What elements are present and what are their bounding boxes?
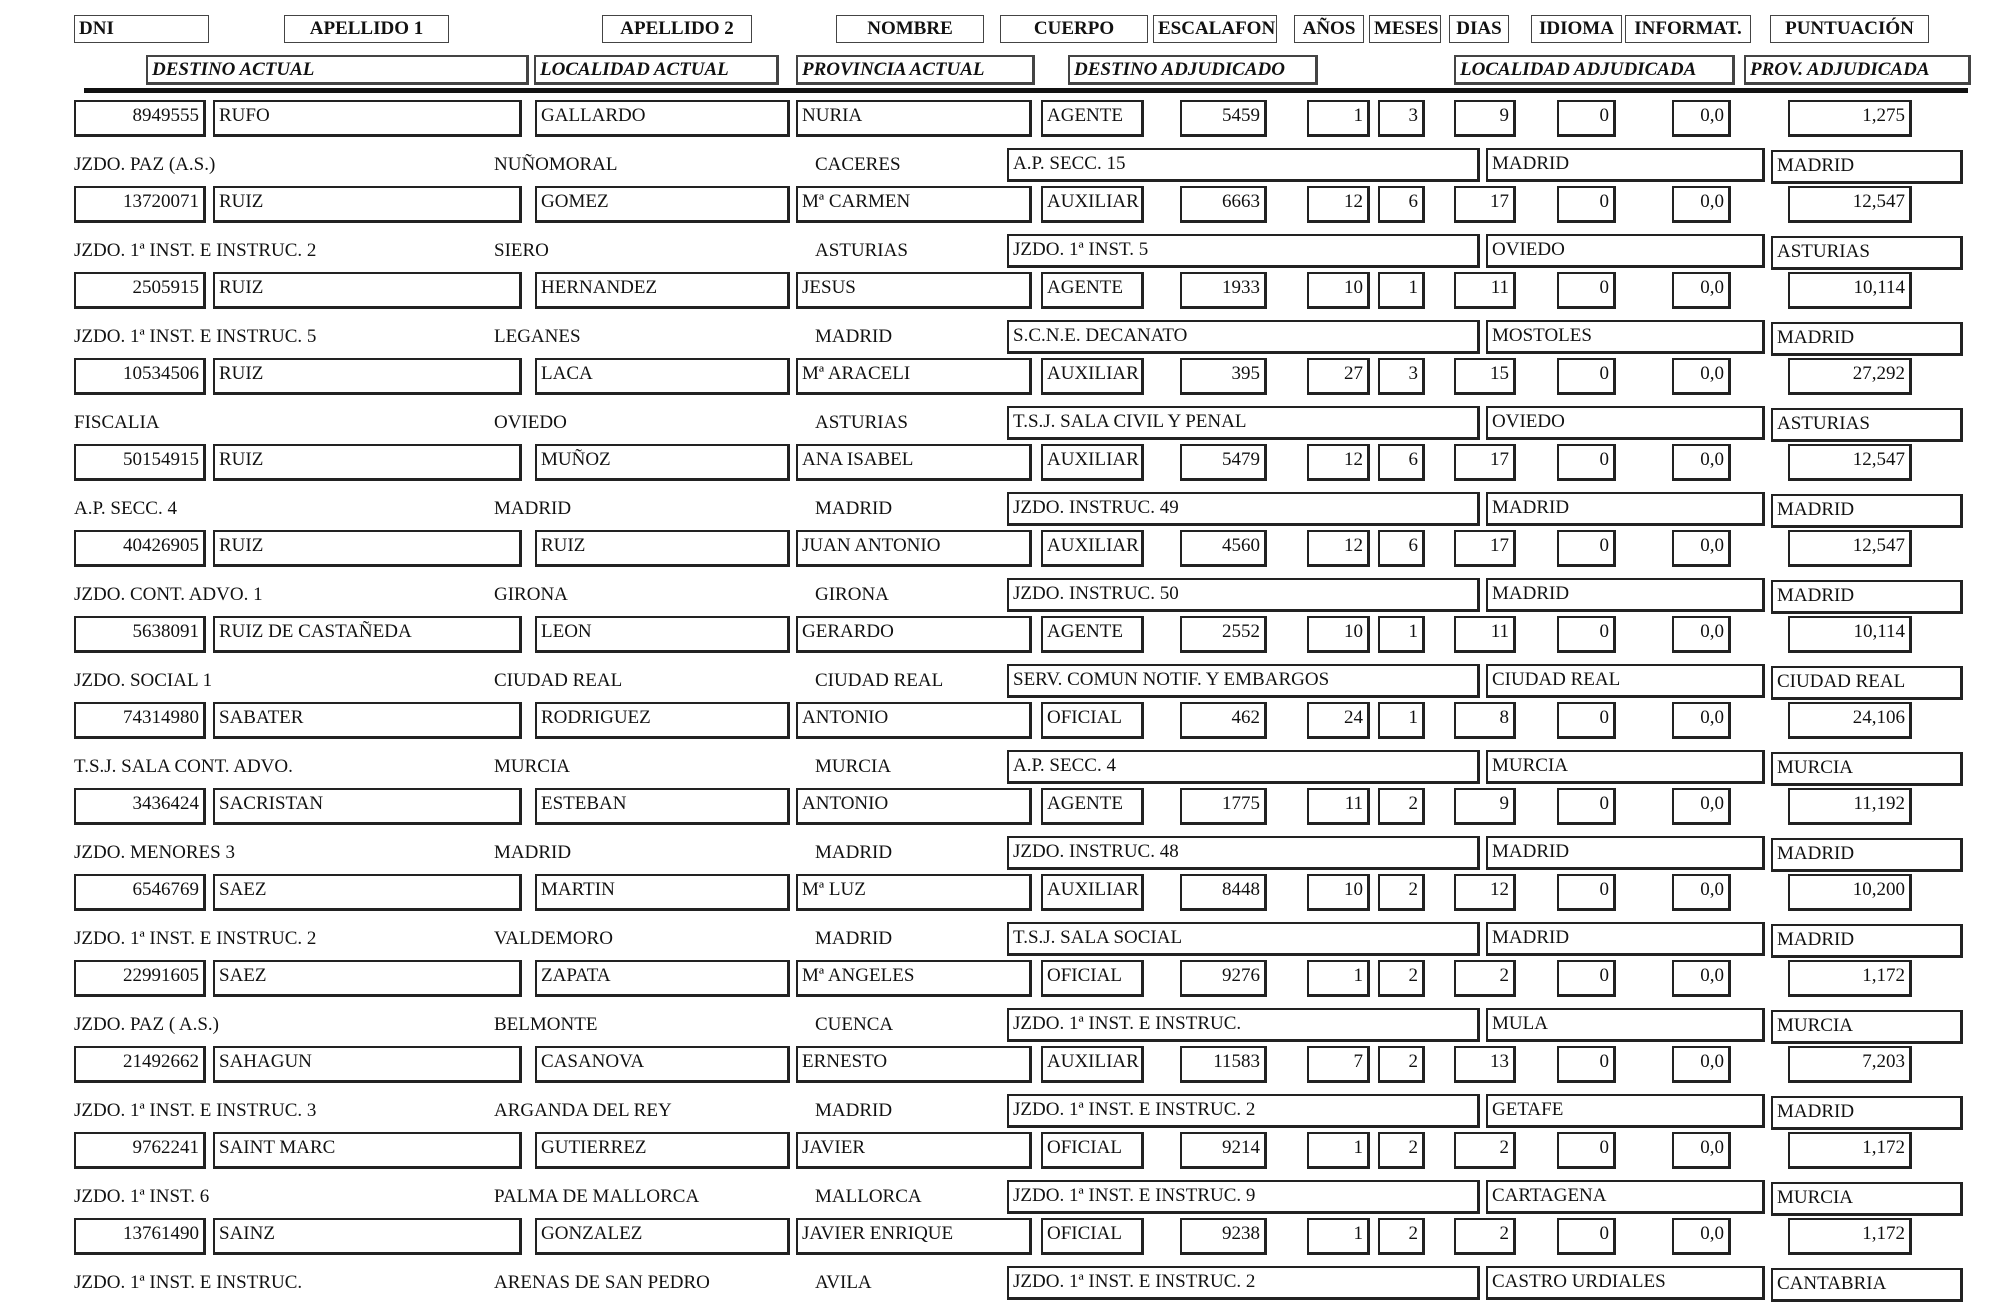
cell-dni: 22991605 xyxy=(74,960,206,997)
cell-apellido-1: RUIZ xyxy=(213,186,522,223)
prov-adjudicada: ASTURIAS xyxy=(1771,408,1963,442)
header-apellido1: APELLIDO 1 xyxy=(284,15,449,43)
cell-cuerpo: OFICIAL xyxy=(1041,960,1144,997)
header-cuerpo: CUERPO xyxy=(1000,15,1148,43)
cell-idioma: 0 xyxy=(1557,960,1616,997)
destino-adjudicado: JZDO. 1ª INST. E INSTRUC. 9 xyxy=(1007,1180,1480,1214)
localidad-adjudicada: GETAFE xyxy=(1486,1094,1765,1128)
cell-idioma: 0 xyxy=(1557,702,1616,739)
localidad-adjudicada: MADRID xyxy=(1486,492,1765,526)
cell-puntuacion: 12,547 xyxy=(1788,186,1912,223)
cell-apellido-1: SAEZ xyxy=(213,960,522,997)
destino-adjudicado: JZDO. INSTRUC. 50 xyxy=(1007,578,1480,612)
provincia-actual: AVILA xyxy=(815,1272,872,1293)
destino-adjudicado: T.S.J. SALA SOCIAL xyxy=(1007,922,1480,956)
cell-cuerpo: AGENTE xyxy=(1041,100,1144,137)
cell-idioma: 0 xyxy=(1557,788,1616,825)
destino-adjudicado: A.P. SECC. 4 xyxy=(1007,750,1480,784)
cell-meses: 3 xyxy=(1378,358,1425,395)
cell-apellido-1: SABATER xyxy=(213,702,522,739)
header-puntuacion: PUNTUACIÓN xyxy=(1770,15,1929,43)
cell-cuerpo: AGENTE xyxy=(1041,616,1144,653)
cell-meses: 6 xyxy=(1378,444,1425,481)
cell-escalafon: 1933 xyxy=(1180,272,1267,309)
cell-nombre: GERARDO xyxy=(796,616,1032,653)
cell-informat: 0,0 xyxy=(1672,186,1731,223)
cell-meses: 1 xyxy=(1378,272,1425,309)
header-destino-adjudicado: DESTINO ADJUDICADO xyxy=(1068,55,1318,85)
cell-apellido-1: SACRISTAN xyxy=(213,788,522,825)
provincia-actual: MADRID xyxy=(815,326,893,347)
destino-adjudicado: JZDO. 1ª INST. 5 xyxy=(1007,234,1480,268)
cell-dni: 5638091 xyxy=(74,616,206,653)
header-dni: DNI xyxy=(74,15,209,43)
localidad-adjudicada: MADRID xyxy=(1486,578,1765,612)
destino-actual: JZDO. 1ª INST. E INSTRUC. 5 xyxy=(74,326,317,347)
cell-cuerpo: OFICIAL xyxy=(1041,702,1144,739)
cell-puntuacion: 11,192 xyxy=(1788,788,1912,825)
cell-nombre: ERNESTO xyxy=(796,1046,1032,1083)
cell-apellido-2: MUÑOZ xyxy=(535,444,790,481)
provincia-actual: GIRONA xyxy=(815,584,889,605)
cell-nombre: NURIA xyxy=(796,100,1032,137)
cell-informat: 0,0 xyxy=(1672,358,1731,395)
cell-escalafon: 5459 xyxy=(1180,100,1267,137)
cell-apellido-1: RUFO xyxy=(213,100,522,137)
cell-cuerpo: AUXILIAR xyxy=(1041,186,1144,223)
cell-dni: 9762241 xyxy=(74,1132,206,1169)
provincia-actual: CACERES xyxy=(815,154,901,175)
cell-cuerpo: AGENTE xyxy=(1041,788,1144,825)
cell-dni: 3436424 xyxy=(74,788,206,825)
localidad-adjudicada: MADRID xyxy=(1486,148,1765,182)
destino-adjudicado: A.P. SECC. 15 xyxy=(1007,148,1480,182)
cell-meses: 2 xyxy=(1378,874,1425,911)
header-informat: INFORMAT. xyxy=(1625,15,1751,43)
cell-nombre: Mª LUZ xyxy=(796,874,1032,911)
cell-anos: 1 xyxy=(1307,100,1370,137)
prov-adjudicada: MURCIA xyxy=(1771,1010,1963,1044)
cell-dias: 8 xyxy=(1454,702,1516,739)
cell-apellido-2: MARTIN xyxy=(535,874,790,911)
cell-puntuacion: 10,114 xyxy=(1788,616,1912,653)
provincia-actual: MADRID xyxy=(815,1100,893,1121)
cell-dias: 11 xyxy=(1454,616,1516,653)
cell-apellido-1: RUIZ xyxy=(213,272,522,309)
cell-anos: 10 xyxy=(1307,874,1370,911)
cell-escalafon: 9238 xyxy=(1180,1218,1267,1255)
cell-informat: 0,0 xyxy=(1672,702,1731,739)
destino-actual: JZDO. SOCIAL 1 xyxy=(74,670,213,691)
localidad-adjudicada: MOSTOLES xyxy=(1486,320,1765,354)
localidad-actual: CIUDAD REAL xyxy=(494,670,623,691)
cell-dni: 13720071 xyxy=(74,186,206,223)
cell-apellido-1: RUIZ DE CASTAÑEDA xyxy=(213,616,522,653)
cell-escalafon: 4560 xyxy=(1180,530,1267,567)
cell-nombre: JAVIER xyxy=(796,1132,1032,1169)
cell-anos: 1 xyxy=(1307,1132,1370,1169)
cell-idioma: 0 xyxy=(1557,874,1616,911)
cell-escalafon: 2552 xyxy=(1180,616,1267,653)
cell-anos: 12 xyxy=(1307,530,1370,567)
cell-nombre: Mª CARMEN xyxy=(796,186,1032,223)
cell-nombre: ANTONIO xyxy=(796,788,1032,825)
cell-idioma: 0 xyxy=(1557,186,1616,223)
header-localidad-adjudicada: LOCALIDAD ADJUDICADA xyxy=(1454,55,1735,85)
destino-actual: JZDO. 1ª INST. E INSTRUC. 3 xyxy=(74,1100,317,1121)
cell-meses: 2 xyxy=(1378,1132,1425,1169)
cell-escalafon: 462 xyxy=(1180,702,1267,739)
cell-meses: 3 xyxy=(1378,100,1425,137)
cell-dias: 15 xyxy=(1454,358,1516,395)
localidad-actual: PALMA DE MALLORCA xyxy=(494,1186,700,1207)
cell-escalafon: 8448 xyxy=(1180,874,1267,911)
localidad-adjudicada: CARTAGENA xyxy=(1486,1180,1765,1214)
cell-anos: 10 xyxy=(1307,272,1370,309)
cell-cuerpo: OFICIAL xyxy=(1041,1218,1144,1255)
cell-apellido-2: LEON xyxy=(535,616,790,653)
cell-informat: 0,0 xyxy=(1672,874,1731,911)
localidad-adjudicada: MADRID xyxy=(1486,836,1765,870)
destino-actual: A.P. SECC. 4 xyxy=(74,498,177,519)
cell-puntuacion: 12,547 xyxy=(1788,530,1912,567)
cell-meses: 2 xyxy=(1378,1046,1425,1083)
cell-informat: 0,0 xyxy=(1672,616,1731,653)
cell-dias: 12 xyxy=(1454,874,1516,911)
destino-actual: JZDO. 1ª INST. E INSTRUC. 2 xyxy=(74,928,317,949)
cell-puntuacion: 1,172 xyxy=(1788,1132,1912,1169)
cell-anos: 7 xyxy=(1307,1046,1370,1083)
cell-escalafon: 6663 xyxy=(1180,186,1267,223)
localidad-adjudicada: OVIEDO xyxy=(1486,406,1765,440)
cell-idioma: 0 xyxy=(1557,1132,1616,1169)
cell-puntuacion: 27,292 xyxy=(1788,358,1912,395)
cell-idioma: 0 xyxy=(1557,1218,1616,1255)
cell-idioma: 0 xyxy=(1557,444,1616,481)
destino-adjudicado: JZDO. 1ª INST. E INSTRUC. xyxy=(1007,1008,1480,1042)
cell-dni: 8949555 xyxy=(74,100,206,137)
cell-apellido-2: RODRIGUEZ xyxy=(535,702,790,739)
cell-informat: 0,0 xyxy=(1672,272,1731,309)
cell-escalafon: 11583 xyxy=(1180,1046,1267,1083)
cell-dni: 2505915 xyxy=(74,272,206,309)
cell-informat: 0,0 xyxy=(1672,444,1731,481)
header-apellido2: APELLIDO 2 xyxy=(602,15,752,43)
localidad-actual: ARGANDA DEL REY xyxy=(494,1100,672,1121)
cell-nombre: Mª ANGELES xyxy=(796,960,1032,997)
cell-dias: 2 xyxy=(1454,1218,1516,1255)
cell-meses: 2 xyxy=(1378,960,1425,997)
header-prov-adjudicada: PROV. ADJUDICADA xyxy=(1744,55,1971,85)
destino-actual: JZDO. PAZ ( A.S.) xyxy=(74,1014,219,1035)
cell-dias: 9 xyxy=(1454,100,1516,137)
cell-dias: 2 xyxy=(1454,960,1516,997)
localidad-adjudicada: OVIEDO xyxy=(1486,234,1765,268)
cell-nombre: JUAN ANTONIO xyxy=(796,530,1032,567)
cell-apellido-2: HERNANDEZ xyxy=(535,272,790,309)
header-nombre: NOMBRE xyxy=(836,15,984,43)
localidad-actual: OVIEDO xyxy=(494,412,567,433)
cell-cuerpo: AUXILIAR xyxy=(1041,1046,1144,1083)
cell-puntuacion: 10,114 xyxy=(1788,272,1912,309)
prov-adjudicada: MURCIA xyxy=(1771,1182,1963,1216)
cell-cuerpo: OFICIAL xyxy=(1041,1132,1144,1169)
provincia-actual: MADRID xyxy=(815,928,893,949)
localidad-actual: MADRID xyxy=(494,498,572,519)
destino-adjudicado: T.S.J. SALA CIVIL Y PENAL xyxy=(1007,406,1480,440)
cell-anos: 1 xyxy=(1307,1218,1370,1255)
localidad-actual: BELMONTE xyxy=(494,1014,598,1035)
destino-adjudicado: S.C.N.E. DECANATO xyxy=(1007,320,1480,354)
cell-informat: 0,0 xyxy=(1672,530,1731,567)
cell-escalafon: 9214 xyxy=(1180,1132,1267,1169)
destino-actual: JZDO. 1ª INST. E INSTRUC. xyxy=(74,1272,303,1293)
destino-adjudicado: JZDO. INSTRUC. 48 xyxy=(1007,836,1480,870)
cell-puntuacion: 24,106 xyxy=(1788,702,1912,739)
cell-apellido-2: GOMEZ xyxy=(535,186,790,223)
cell-idioma: 0 xyxy=(1557,358,1616,395)
localidad-adjudicada: CIUDAD REAL xyxy=(1486,664,1765,698)
cell-dni: 13761490 xyxy=(74,1218,206,1255)
localidad-actual: SIERO xyxy=(494,240,549,261)
cell-apellido-2: ZAPATA xyxy=(535,960,790,997)
cell-meses: 2 xyxy=(1378,1218,1425,1255)
cell-informat: 0,0 xyxy=(1672,1046,1731,1083)
destino-adjudicado: JZDO. 1ª INST. E INSTRUC. 2 xyxy=(1007,1266,1480,1300)
provincia-actual: ASTURIAS xyxy=(815,412,908,433)
cell-apellido-1: SAHAGUN xyxy=(213,1046,522,1083)
destino-actual: JZDO. PAZ (A.S.) xyxy=(74,154,216,175)
provincia-actual: MADRID xyxy=(815,842,893,863)
cell-apellido-1: SAINZ xyxy=(213,1218,522,1255)
cell-informat: 0,0 xyxy=(1672,1218,1731,1255)
localidad-actual: LEGANES xyxy=(494,326,581,347)
destino-actual: JZDO. CONT. ADVO. 1 xyxy=(74,584,263,605)
cell-dni: 40426905 xyxy=(74,530,206,567)
destino-adjudicado: SERV. COMUN NOTIF. Y EMBARGOS xyxy=(1007,664,1480,698)
destino-actual: FISCALIA xyxy=(74,412,160,433)
prov-adjudicada: MADRID xyxy=(1771,150,1963,184)
provincia-actual: MADRID xyxy=(815,498,893,519)
cell-escalafon: 395 xyxy=(1180,358,1267,395)
cell-escalafon: 9276 xyxy=(1180,960,1267,997)
cell-puntuacion: 1,172 xyxy=(1788,1218,1912,1255)
localidad-actual: NUÑOMORAL xyxy=(494,154,618,175)
localidad-adjudicada: MURCIA xyxy=(1486,750,1765,784)
header-divider xyxy=(84,88,1968,93)
provincia-actual: MURCIA xyxy=(815,756,892,777)
cell-apellido-1: RUIZ xyxy=(213,530,522,567)
cell-nombre: JESUS xyxy=(796,272,1032,309)
cell-anos: 27 xyxy=(1307,358,1370,395)
cell-idioma: 0 xyxy=(1557,1046,1616,1083)
prov-adjudicada: MADRID xyxy=(1771,494,1963,528)
cell-informat: 0,0 xyxy=(1672,960,1731,997)
cell-dni: 6546769 xyxy=(74,874,206,911)
cell-anos: 10 xyxy=(1307,616,1370,653)
cell-anos: 11 xyxy=(1307,788,1370,825)
destino-actual: T.S.J. SALA CONT. ADVO. xyxy=(74,756,293,777)
cell-apellido-1: RUIZ xyxy=(213,358,522,395)
localidad-actual: MURCIA xyxy=(494,756,571,777)
cell-puntuacion: 12,547 xyxy=(1788,444,1912,481)
cell-dias: 13 xyxy=(1454,1046,1516,1083)
provincia-actual: MALLORCA xyxy=(815,1186,922,1207)
destino-actual: JZDO. 1ª INST. E INSTRUC. 2 xyxy=(74,240,317,261)
cell-idioma: 0 xyxy=(1557,616,1616,653)
cell-informat: 0,0 xyxy=(1672,1132,1731,1169)
cell-dias: 9 xyxy=(1454,788,1516,825)
cell-dni: 10534506 xyxy=(74,358,206,395)
provincia-actual: ASTURIAS xyxy=(815,240,908,261)
cell-apellido-2: GALLARDO xyxy=(535,100,790,137)
cell-nombre: Mª ARACELI xyxy=(796,358,1032,395)
cell-apellido-1: SAINT MARC xyxy=(213,1132,522,1169)
prov-adjudicada: ASTURIAS xyxy=(1771,236,1963,270)
cell-anos: 24 xyxy=(1307,702,1370,739)
localidad-actual: GIRONA xyxy=(494,584,568,605)
cell-dni: 50154915 xyxy=(74,444,206,481)
cell-dias: 17 xyxy=(1454,530,1516,567)
cell-apellido-2: ESTEBAN xyxy=(535,788,790,825)
cell-puntuacion: 10,200 xyxy=(1788,874,1912,911)
cell-cuerpo: AUXILIAR xyxy=(1041,358,1144,395)
cell-puntuacion: 1,172 xyxy=(1788,960,1912,997)
cell-cuerpo: AUXILIAR xyxy=(1041,444,1144,481)
header-escalafon: ESCALAFON xyxy=(1153,15,1277,43)
cell-apellido-2: CASANOVA xyxy=(535,1046,790,1083)
destino-actual: JZDO. MENORES 3 xyxy=(74,842,235,863)
cell-anos: 12 xyxy=(1307,186,1370,223)
prov-adjudicada: MADRID xyxy=(1771,1096,1963,1130)
cell-nombre: ANTONIO xyxy=(796,702,1032,739)
cell-dias: 2 xyxy=(1454,1132,1516,1169)
header-dias: DIAS xyxy=(1449,15,1509,43)
header-localidad-actual: LOCALIDAD ACTUAL xyxy=(534,55,779,85)
cell-meses: 1 xyxy=(1378,616,1425,653)
cell-apellido-1: RUIZ xyxy=(213,444,522,481)
cell-apellido-2: GUTIERREZ xyxy=(535,1132,790,1169)
header-destino-actual: DESTINO ACTUAL xyxy=(146,55,529,85)
cell-dias: 17 xyxy=(1454,186,1516,223)
cell-anos: 1 xyxy=(1307,960,1370,997)
destino-adjudicado: JZDO. 1ª INST. E INSTRUC. 2 xyxy=(1007,1094,1480,1128)
cell-dias: 17 xyxy=(1454,444,1516,481)
cell-dni: 21492662 xyxy=(74,1046,206,1083)
cell-puntuacion: 1,275 xyxy=(1788,100,1912,137)
provincia-actual: CUENCA xyxy=(815,1014,894,1035)
cell-idioma: 0 xyxy=(1557,530,1616,567)
cell-apellido-2: LACA xyxy=(535,358,790,395)
cell-cuerpo: AUXILIAR xyxy=(1041,874,1144,911)
prov-adjudicada: CANTABRIA xyxy=(1771,1268,1963,1302)
cell-informat: 0,0 xyxy=(1672,788,1731,825)
cell-idioma: 0 xyxy=(1557,272,1616,309)
cell-apellido-1: SAEZ xyxy=(213,874,522,911)
cell-cuerpo: AGENTE xyxy=(1041,272,1144,309)
localidad-actual: VALDEMORO xyxy=(494,928,613,949)
prov-adjudicada: MURCIA xyxy=(1771,752,1963,786)
header-meses: MESES xyxy=(1369,15,1441,43)
header-anos: AÑOS xyxy=(1294,15,1364,43)
cell-idioma: 0 xyxy=(1557,100,1616,137)
cell-escalafon: 1775 xyxy=(1180,788,1267,825)
header-idioma: IDIOMA xyxy=(1531,15,1622,43)
cell-apellido-2: GONZALEZ xyxy=(535,1218,790,1255)
cell-dias: 11 xyxy=(1454,272,1516,309)
destino-adjudicado: JZDO. INSTRUC. 49 xyxy=(1007,492,1480,526)
localidad-actual: ARENAS DE SAN PEDRO xyxy=(494,1272,710,1293)
cell-anos: 12 xyxy=(1307,444,1370,481)
prov-adjudicada: MADRID xyxy=(1771,838,1963,872)
cell-apellido-2: RUIZ xyxy=(535,530,790,567)
prov-adjudicada: MADRID xyxy=(1771,322,1963,356)
prov-adjudicada: CIUDAD REAL xyxy=(1771,666,1963,700)
localidad-adjudicada: MADRID xyxy=(1486,922,1765,956)
cell-puntuacion: 7,203 xyxy=(1788,1046,1912,1083)
cell-nombre: JAVIER ENRIQUE xyxy=(796,1218,1032,1255)
localidad-adjudicada: MULA xyxy=(1486,1008,1765,1042)
localidad-adjudicada: CASTRO URDIALES xyxy=(1486,1266,1765,1300)
cell-escalafon: 5479 xyxy=(1180,444,1267,481)
cell-cuerpo: AUXILIAR xyxy=(1041,530,1144,567)
localidad-actual: MADRID xyxy=(494,842,572,863)
provincia-actual: CIUDAD REAL xyxy=(815,670,944,691)
cell-nombre: ANA ISABEL xyxy=(796,444,1032,481)
destino-actual: JZDO. 1ª INST. 6 xyxy=(74,1186,210,1207)
cell-meses: 1 xyxy=(1378,702,1425,739)
cell-informat: 0,0 xyxy=(1672,100,1731,137)
prov-adjudicada: MADRID xyxy=(1771,580,1963,614)
cell-dni: 74314980 xyxy=(74,702,206,739)
cell-meses: 2 xyxy=(1378,788,1425,825)
prov-adjudicada: MADRID xyxy=(1771,924,1963,958)
header-provincia-actual: PROVINCIA ACTUAL xyxy=(796,55,1035,85)
cell-meses: 6 xyxy=(1378,530,1425,567)
cell-meses: 6 xyxy=(1378,186,1425,223)
